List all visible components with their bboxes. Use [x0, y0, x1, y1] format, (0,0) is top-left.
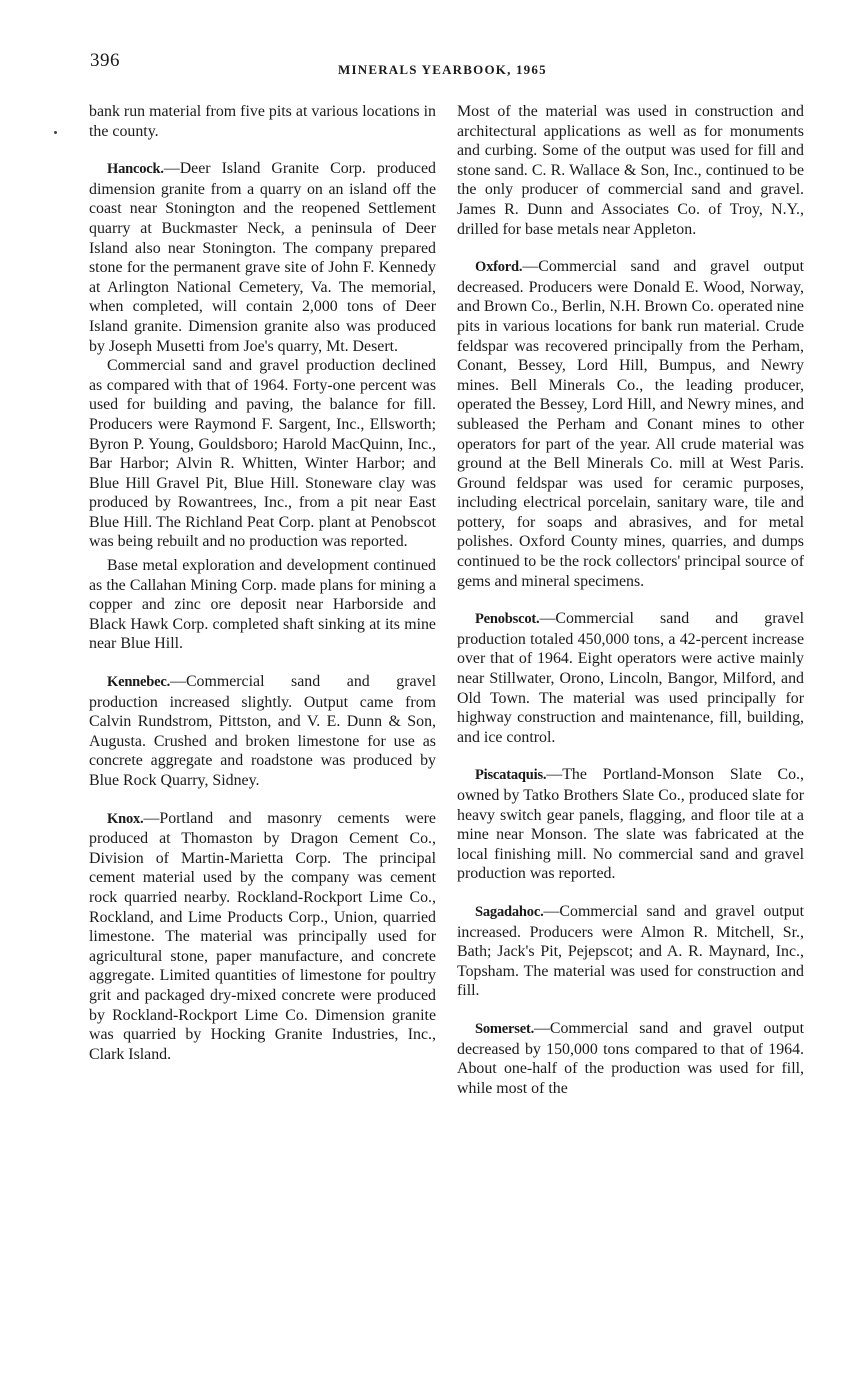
page-number: 396: [90, 50, 120, 71]
county-heading: Somerset.: [475, 1020, 534, 1037]
paragraph: Base metal exploration and development continued as the Callahan Mining Corp. made plans for mining a copper and zinc ore deposit near Harborside and Black Hawk Corp. completed shaft sinking at its mine near Blue Hill.: [89, 557, 436, 653]
county-text: —Commercial sand and gravel output decreased. Producers were Donald E. Wood, Norway, and Brown Co., Berlin, N.H. Brown Co. operated nine pits in various locations for bank run material. Crude feldspar was recovered principally from the Perham, Conant, Bessey, Lord Hill, Bumpus, and Newry mines. Bell Minerals Co., the leading producer, operated the Bessey, Lord Hill, and Newry mines, and subleased the Perham and Conant mines to other operators for part of the year. All crude material was ground at the Bell Minerals Co. mill at West Paris. Ground feldspar was used for ceramic purposes, including electrical porcelain, sanitary ware, tile and pottery, for soaps and abrasives, and for metal polishes. Oxford County mines, quarries, and dumps continued to be the rock collectors' principal source of gems and mineral specimens.: [457, 258, 804, 590]
paragraph: Commercial sand and gravel production declined as compared with that of 1964. Forty-one percent was used for building and paving, the balance for fill. Producers were Raymond F. Sargent, Inc., Ellsworth; Byron P. Young, Gouldsboro; Harold MacQuinn, Inc., Bar Harbor; Alvin R. Whitten, Winter Harbor; and Blue Hill Gravel Pit, Blue Hill. Stoneware clay was produced by Rowantrees, Inc., from a pit near East Blue Hill. The Richland Peat Corp. plant at Penobscot was being rebuilt and no production was reported.: [89, 357, 436, 551]
county-heading: Kennebec.: [107, 674, 171, 691]
county-text: —Commercial sand and gravel output decreased by 150,000 tons compared to that of 1964. About one-half of the production was used for fill, while most of the: [457, 1019, 804, 1097]
county-section-knox: [89, 809, 436, 1065]
county-heading: Knox.: [107, 810, 144, 827]
county-text: —Commercial sand and gravel output increased. Producers were Almon R. Mitchell, Sr., Bath; Jack's Pit, Pejepscot; and A. R. Maynard, Inc., Topsham. The material was used for construction and fill.: [457, 902, 804, 1000]
county-heading: Sagadahoc.: [475, 903, 544, 920]
county-text: —Commercial sand and gravel production increased slightly. Output came from Calvin Rundstrom, Pittston, and V. E. Dunn & Son, Augusta. Crushed and broken limestone for use as concrete aggregate and roadstone was produced by Blue Rock Quarry, Sidney.: [89, 673, 436, 789]
county-text: —The Portland-Monson Slate Co., owned by Tatko Brothers Slate Co., produced slate for heavy switch gear panels, flagging, and floor tile at a mine near Monson. The slate was fabricated at the local finishing mill. No commercial sand and gravel production was reported.: [457, 766, 804, 883]
running-title: MINERALS YEARBOOK, 1965: [338, 62, 547, 77]
county-section-penobscot: [457, 609, 804, 747]
paragraph: bank run material from five pits at various locations in the county.: [89, 103, 436, 140]
county-heading: Hancock.: [107, 161, 164, 178]
county-section-hancock: [89, 159, 436, 356]
county-section-oxford: [457, 257, 804, 591]
county-text: —Portland and masonry cements were produced at Thomaston by Dragon Cement Co., Division of Martin-Marietta Corp. The principal cement material used by the company was cement rock quarried nearby. Rockland-Rockport Lime Co., Rockland, and Lime Products Corp., Union, quarried limestone. The material was principally used for agricultural stone, paper manufacture, and concrete aggregate. Limited quantities of limestone for poultry grit and packaged dry-mixed concrete were produced by Rockland-Rockport Lime Co. Dimension granite was quarried by Hocking Granite Industries, Inc., Clark Island.: [89, 809, 436, 1063]
county-section-kennebec: [89, 672, 436, 791]
county-text: —Commercial sand and gravel production totaled 450,000 tons, a 42-percent increase over that of 1964. Eight operators were active mainly near Stillwater, Orono, Lincoln, Bangor, Milford, and Old Town. The material was used principally for highway construction and maintenance, fill, building, and ice control.: [457, 610, 804, 746]
paragraph: Most of the material was used in construction and architectural applications as well as for monuments and curbing. Some of the output was used for fill and stone sand. C. R. Wallace & Son, Inc., continued to be the only producer of commercial sand and gravel. James R. Dunn and Associates Co. of Troy, N.Y., drilled for base metals near Appleton.: [457, 103, 804, 238]
county-section-somerset: [457, 1019, 804, 1098]
county-section-piscataquis: [457, 765, 804, 884]
margin-mark: [54, 131, 57, 134]
county-heading: Oxford.: [475, 259, 523, 276]
right-column: [457, 102, 804, 1098]
county-heading: Penobscot.: [475, 611, 540, 628]
left-column: [89, 102, 436, 1064]
county-text: —Deer Island Granite Corp. produced dimension granite from a quarry on an island off the coast near Stonington and the reopened Settlement quarry at Buckmaster Neck, a peninsula of Deer Island also near Stonington. The company prepared stone for the permanent grave site of John F. Kennedy at Arlington National Cemetery, Va. The memorial, when completed, will contain 2,000 tons of Deer Island granite. Dimension granite also was produced by Joseph Musetti from Joe's quarry, Mt. Desert.: [89, 160, 436, 355]
county-section-sagadahoc: [457, 902, 804, 1001]
county-heading: Piscataquis.: [475, 767, 547, 784]
